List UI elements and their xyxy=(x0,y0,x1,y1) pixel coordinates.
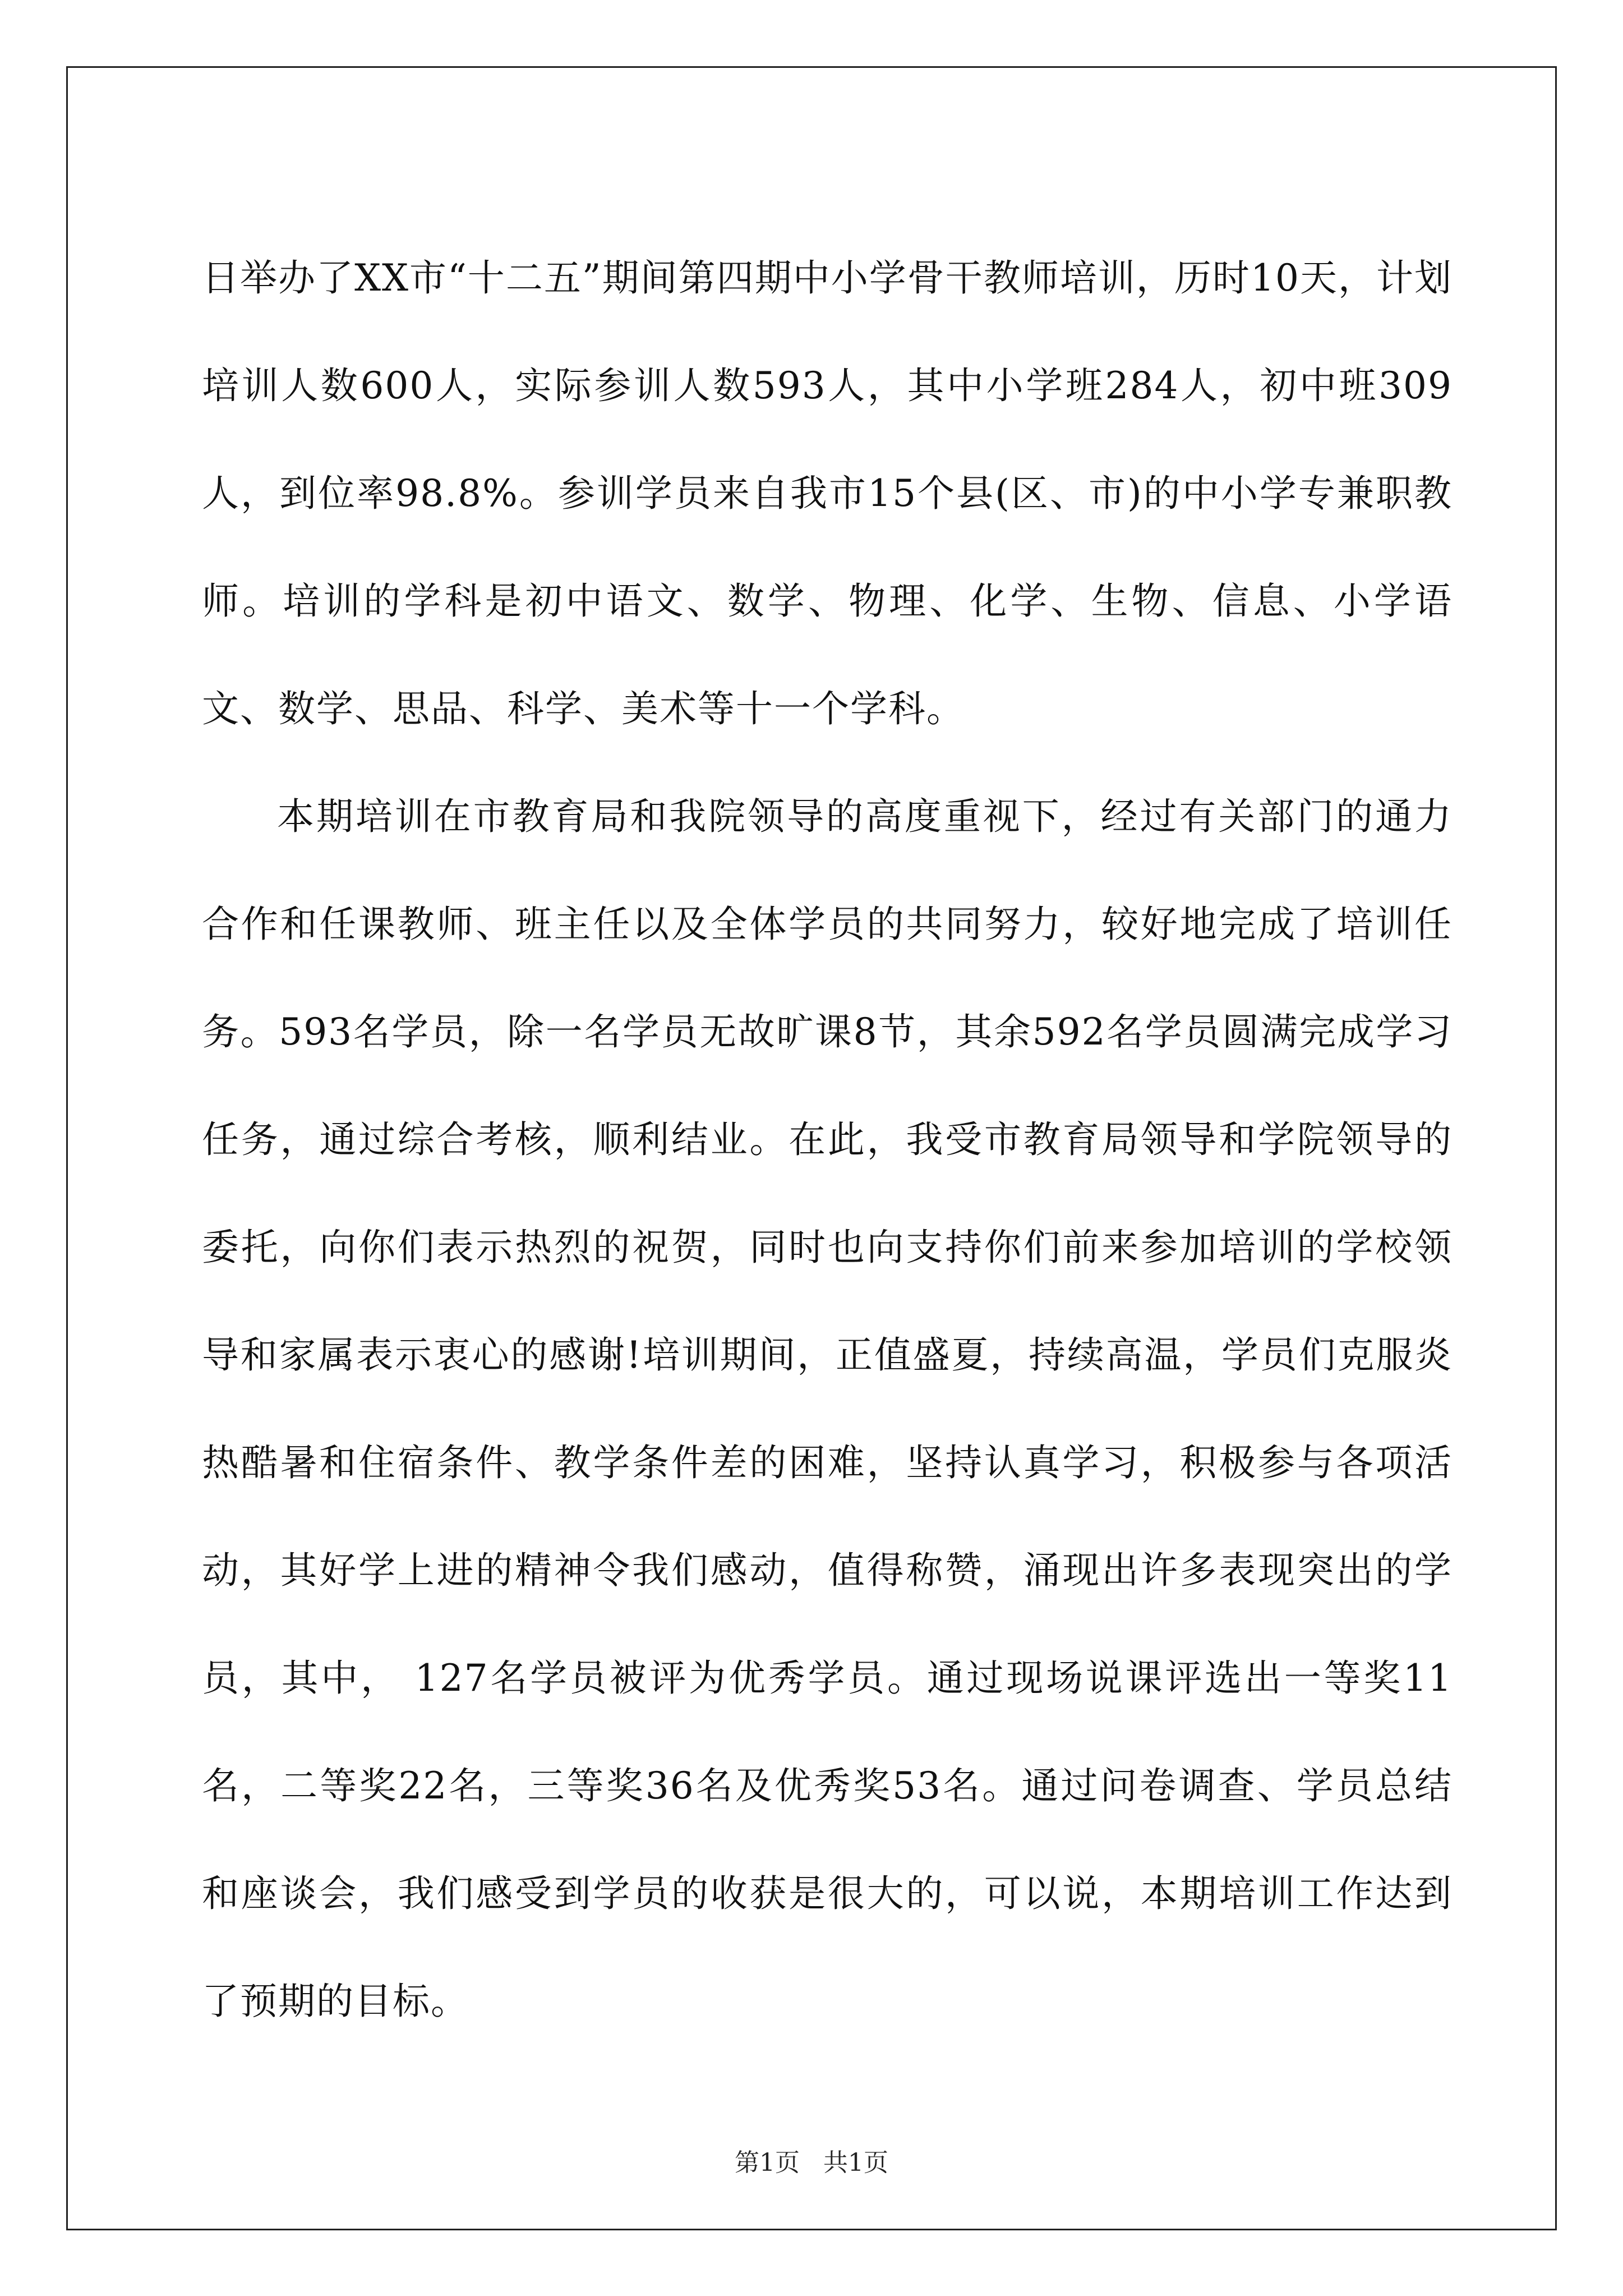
paragraph-1: 日举办了XX市“十二五”期间第四期中小学骨干教师培训，历时10天，计划培训人数600人，实际参训人数593人，其中小学班284人，初中班309人，到位率98.8%。参训学员来自我市15个县(区、市)的中小学专兼职教师。培训的学科是初中语文、数学、物理、化学、生物、信息、小学语文、数学、思品、科学、美术等十一个学科。 xyxy=(202,256,1453,730)
document-body xyxy=(202,224,1453,2055)
paragraph-2: 本期培训在市教育局和我院领导的高度重视下，经过有关部门的通力合作和任课教师、班主任以及全体学员的共同努力，较好地完成了培训任务。593名学员，除一名学员无故旷课8节，其余592名学员圆满完成学习任务，通过综合考核，顺利结业。在此，我受市教育局领导和学院领导的委托，向你们表示热烈的祝贺，同时也向支持你们前来参加培训的学校领导和家属表示衷心的感谢!培训期间，正值盛夏，持续高温，学员们克服炎热酷暑和住宿条件、教学条件差的困难，坚持认真学习，积极参与各项活动，其好学上进的精神令我们感动，值得称赞，涌现出许多表现突出的学员，其中， 127名学员被评为优秀学员。通过现场说课评选出一等奖11名，二等奖22名，三等奖36名及优秀奖53名。通过问卷调查、学员总结和座谈会，我们感受到学员的收获是很大的，可以说，本期培训工作达到了预期的目标。 xyxy=(202,795,1453,2023)
page-footer xyxy=(0,2146,1623,2180)
page-number-current: 第1页 xyxy=(735,2148,800,2177)
page-number-total: 共1页 xyxy=(823,2148,888,2177)
